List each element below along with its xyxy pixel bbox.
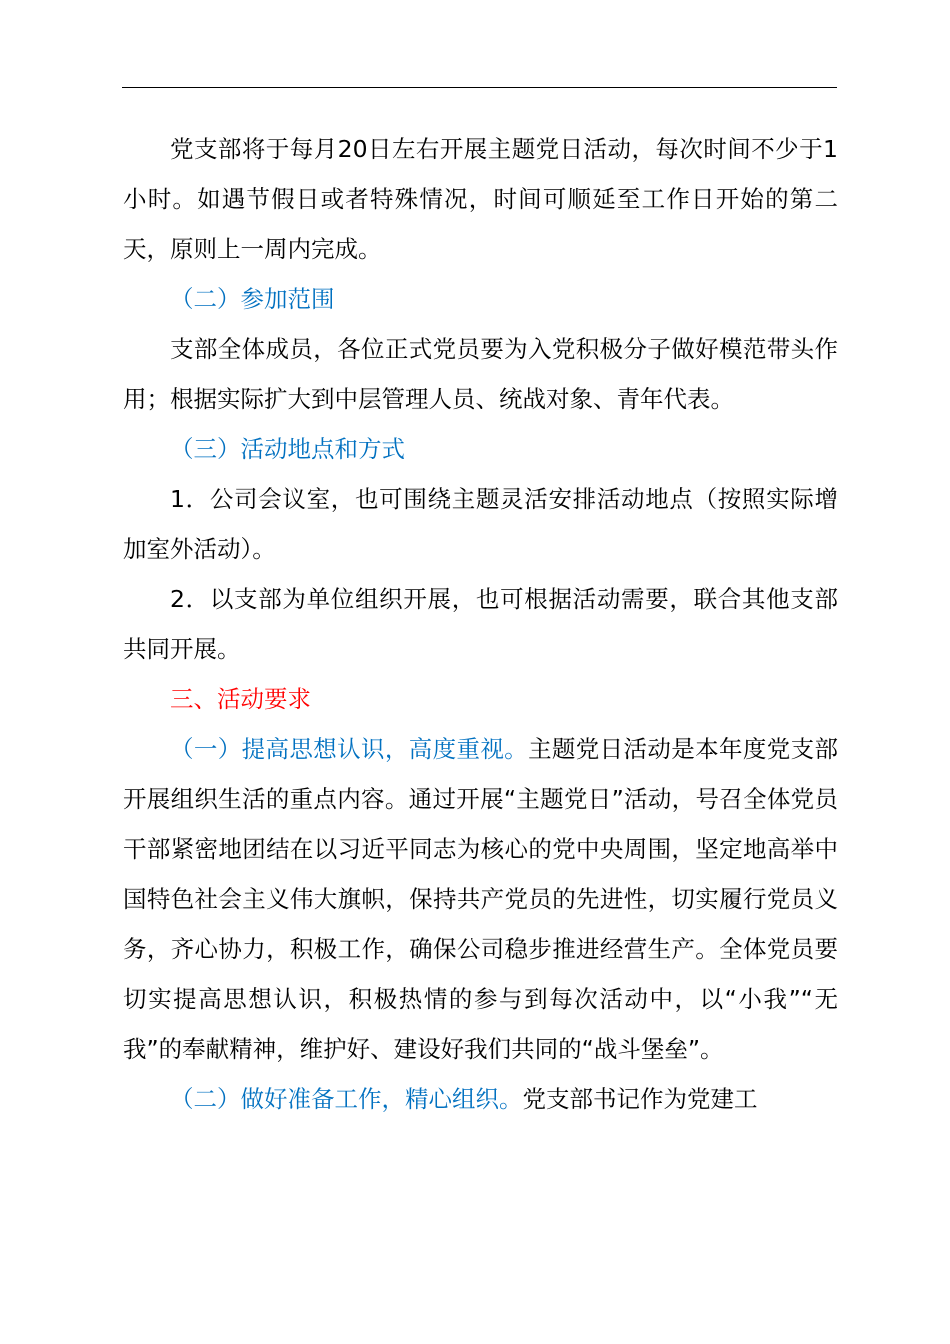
- paragraph-text: 支部全体成员，各位正式党员要为入党积极分子做好模范带头作用；根据实际扩大到中层管理人员、统战对象、青年代表。: [123, 335, 838, 413]
- paragraph-requirement-2: [123, 1074, 838, 1124]
- paragraph-location-item-2: [123, 574, 838, 674]
- heading-text: （二）参加范围: [170, 285, 335, 313]
- paragraph-text: 1．公司会议室，也可围绕主题灵活安排活动地点（按照实际增加室外活动）。: [123, 485, 838, 563]
- heading-participation-scope: [123, 274, 838, 324]
- paragraph-text: 党支部将于每月20日左右开展主题党日活动，每次时间不少于1小时。如遇节假日或者特殊情况，时间可顺延至工作日开始的第二天，原则上一周内完成。: [123, 135, 838, 263]
- paragraph-lead: （一）提高思想认识，高度重视。: [170, 735, 529, 763]
- heading-activity-requirements: [123, 674, 838, 724]
- paragraph-text: 2．以支部为单位组织开展，也可根据活动需要，联合其他支部共同开展。: [123, 585, 838, 663]
- paragraph-text: 主题党日活动是本年度党支部开展组织生活的重点内容。通过开展“主题党日”活动，号召全体党员干部紧密地团结在以习近平同志为核心的党中央周围，坚定地高举中国特色社会主义伟大旗帜，保持共产党员的先进性，切实履行党员义务，齐心协力，积极工作，确保公司稳步推进经营生产。全体党员要切实提高思想认识，积极热情的参与到每次活动中，以“小我”“无我”的奉献精神，维护好、建设好我们共同的“战斗堡垒”。: [123, 735, 839, 1063]
- paragraph-activity-time: [123, 124, 838, 274]
- paragraph-text: 党支部书记作为党建工: [522, 1085, 758, 1113]
- paragraph-participants: [123, 324, 838, 424]
- paragraph-lead: （二）做好准备工作，精心组织。: [170, 1085, 523, 1113]
- header-rule: [122, 87, 837, 88]
- heading-text: （三）活动地点和方式: [170, 435, 405, 463]
- document-body: [123, 124, 838, 1124]
- paragraph-requirement-1: [123, 724, 838, 1074]
- paragraph-location-item-1: [123, 474, 838, 574]
- heading-location-method: [123, 424, 838, 474]
- heading-text: 三、活动要求: [170, 685, 311, 713]
